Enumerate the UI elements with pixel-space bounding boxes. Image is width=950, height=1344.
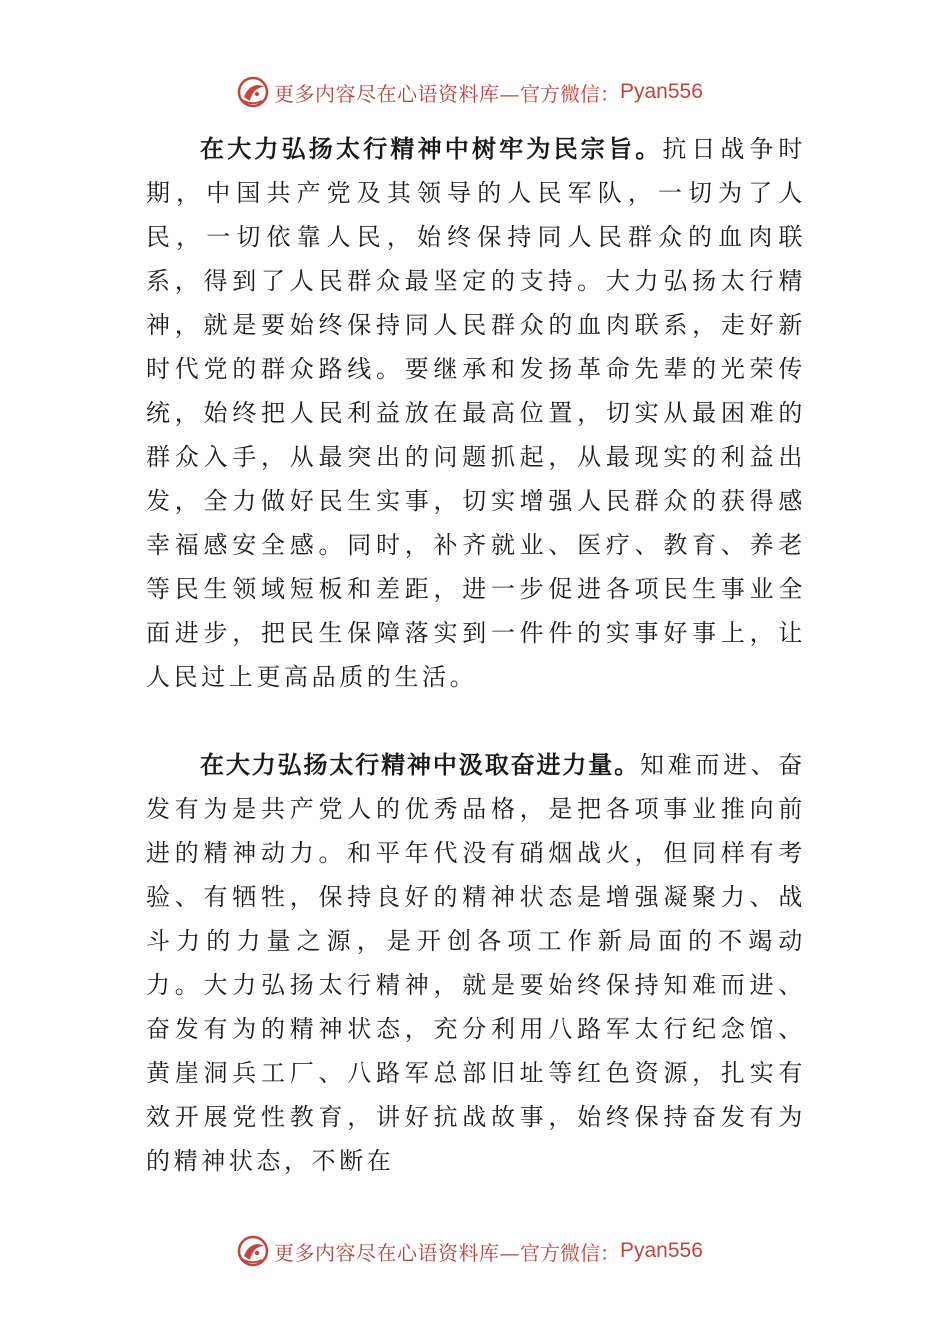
banner-brand-text: 更多内容尽在心语资料库— bbox=[274, 81, 520, 106]
footer-banner bbox=[236, 1231, 703, 1271]
banner-contact-label: 官方微信： bbox=[520, 1240, 620, 1265]
paragraph-2 bbox=[146, 743, 806, 1183]
banner-brand-text: 更多内容尽在心语资料库— bbox=[274, 1240, 520, 1265]
banner-contact-label: 官方微信： bbox=[520, 81, 620, 106]
paragraph-2-heading: 在大力弘扬太行精神中汲取奋进力量。 bbox=[200, 751, 640, 779]
document-body bbox=[146, 127, 806, 1183]
brand-logo-icon bbox=[236, 1234, 270, 1268]
paragraph-1 bbox=[146, 127, 806, 699]
banner-wechat-id: Pyan556 bbox=[620, 1239, 703, 1262]
paragraph-2-text: 知难而进、奋发有为是共产党人的优秀品格，是把各项事业推向前进的精神动力。和平年代没有硝烟战火，但同样有考验、有牺牲，保持良好的精神状态是增强凝聚力、战斗力的力量之源，是开创各项工作新局面的不竭动力。大力弘扬太行精神，就是要始终保持知难而进、奋发有为的精神状态，充分利用八路军太行纪念馆、黄崖洞兵工厂、八路军总部旧址等红色资源，扎实有效开展党性教育，讲好抗战故事，始终保持奋发有为的精神状态，不断在 bbox=[146, 751, 806, 1175]
brand-logo-icon bbox=[236, 75, 270, 109]
header-banner bbox=[236, 72, 703, 112]
paragraph-1-heading: 在大力弘扬太行精神中树牢为民宗旨。 bbox=[200, 135, 663, 163]
paragraph-1-text: 抗日战争时期，中国共产党及其领导的人民军队，一切为了人民，一切依靠人民，始终保持同人民群众的血肉联系，得到了人民群众最坚定的支持。大力弘扬太行精神，就是要始终保持同人民群众的血肉联系，走好新时代党的群众路线。要继承和发扬革命先辈的光荣传统，始终把人民利益放在最高位置，切实从最困难的群众入手，从最突出的问题抓起，从最现实的利益出发，全力做好民生实事，切实增强人民群众的获得感幸福感安全感。同时，补齐就业、医疗、教育、养老等民生领域短板和差距，进一步促进各项民生事业全面进步，把民生保障落实到一件件的实事好事上，让人民过上更高品质的生活。 bbox=[146, 135, 807, 691]
banner-wechat-id: Pyan556 bbox=[620, 80, 703, 103]
